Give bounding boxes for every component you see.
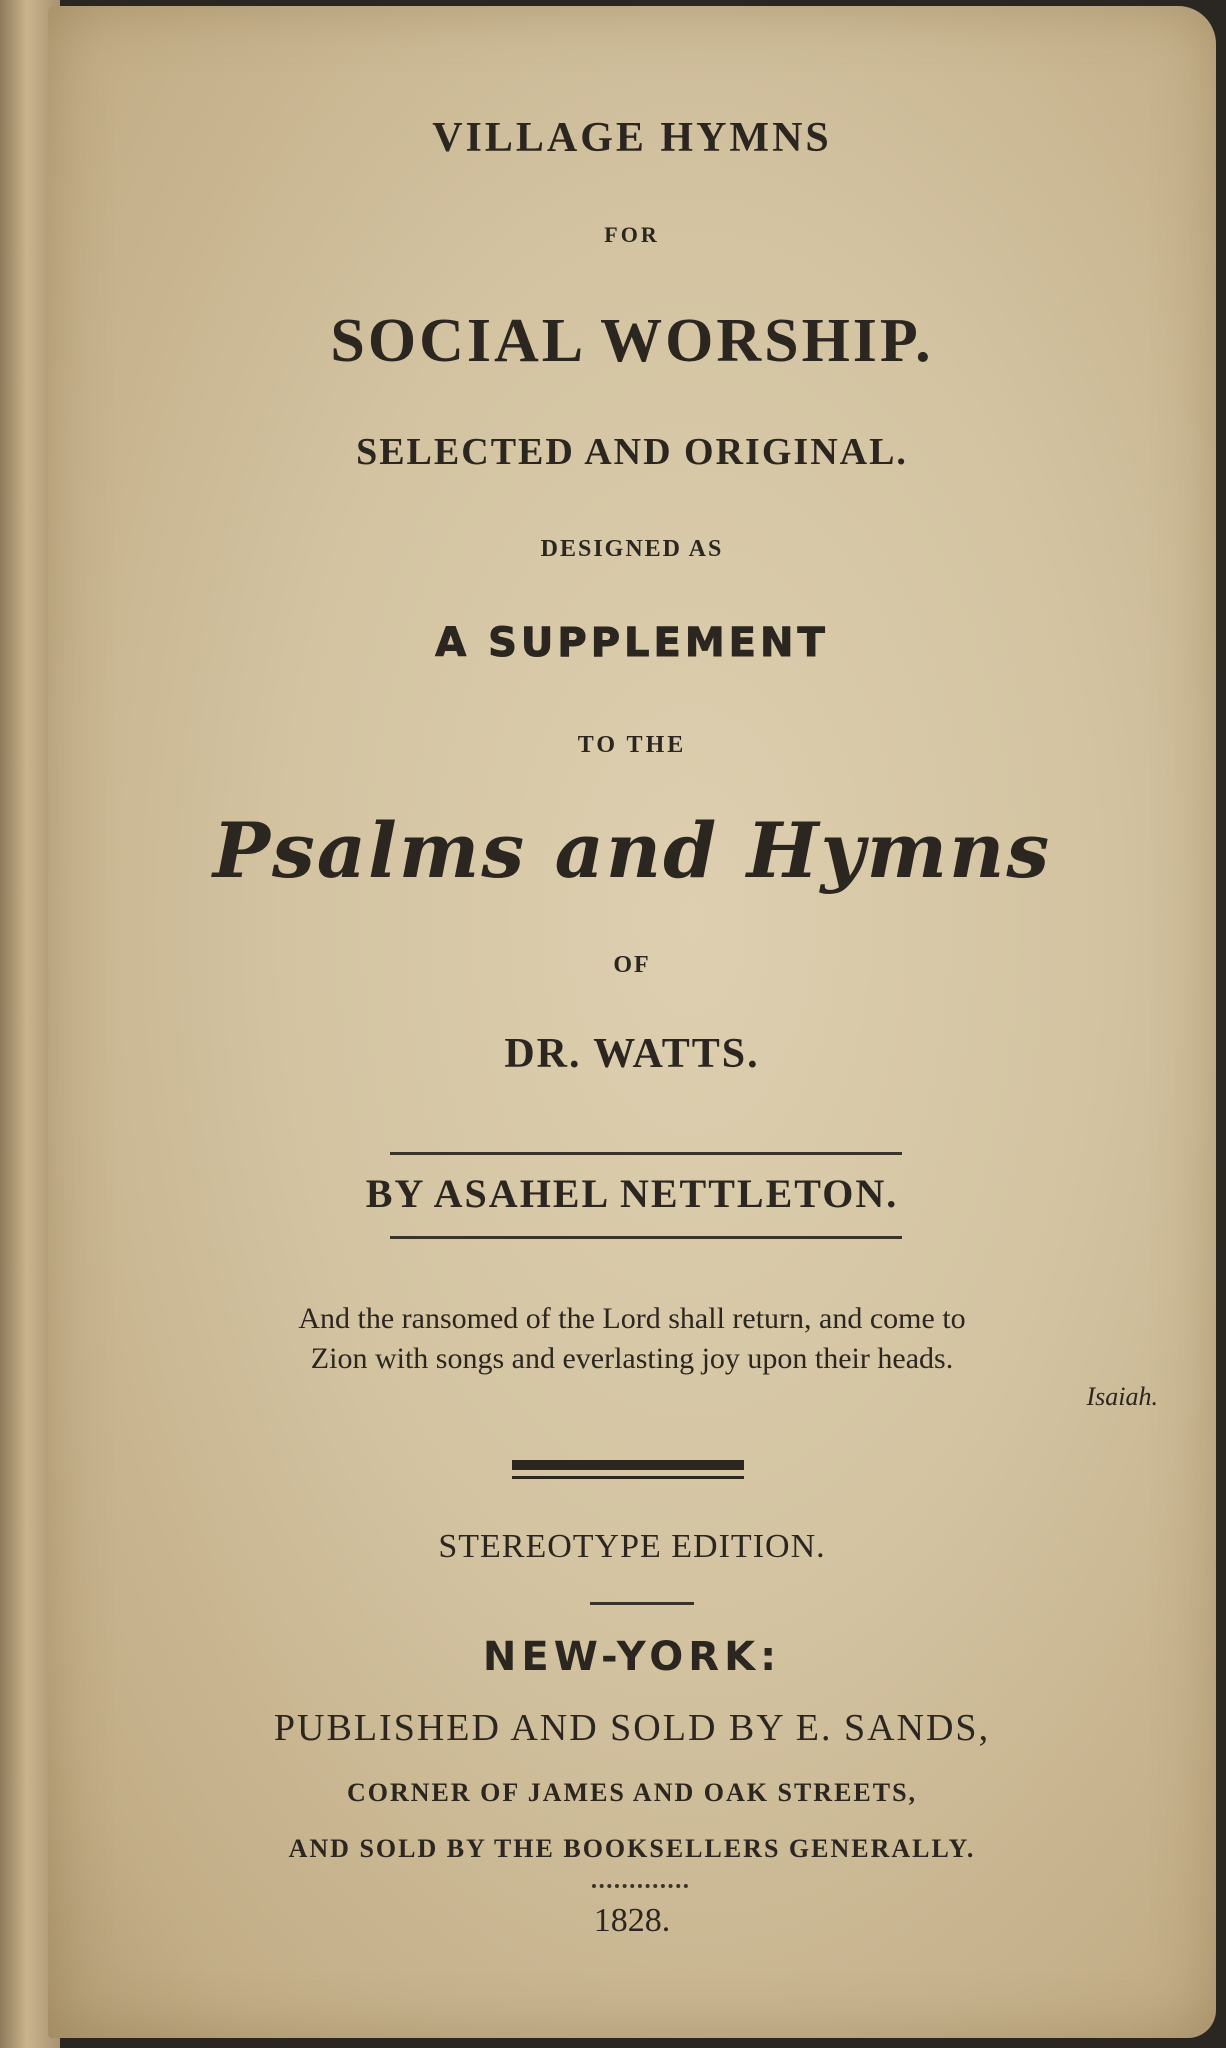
title-line-psalms-and-hymns: Psalms and Hymns [212,806,1052,895]
title-line-social-worship: SOCIAL WORSHIP. [330,307,934,375]
epigraph-source: Isaiah. [1086,1382,1158,1411]
short-rule-above-city [590,1602,694,1605]
title-line-designed-as: DESIGNED AS [540,536,724,562]
epigraph-line-2: Zion with songs and everlasting joy upon their heads. [310,1342,954,1375]
title-line-to-the: TO THE [577,732,687,758]
double-rule-ornament-thin [512,1476,744,1479]
city-line: NEW-YORK: [482,1634,782,1680]
epigraph-line-1: And the ransomed of the Lord shall return, and come to [298,1302,966,1335]
year-line: 1828. [593,1902,671,1939]
edition-line: STEREOTYPE EDITION. [438,1528,826,1565]
title-line-selected-original: SELECTED AND ORIGINAL. [356,431,908,473]
dotted-ornament [592,1884,688,1888]
rule-below-author [390,1236,902,1239]
address-line: CORNER OF JAMES AND OAK STREETS, [346,1778,918,1807]
title-line-village-hymns: VILLAGE HYMNS [432,115,832,161]
title-line-of: OF [613,952,651,978]
title-page [48,6,1216,2038]
author-line: BY ASAHEL NETTLETON. [365,1171,899,1216]
title-line-for: FOR [604,222,660,247]
title-line-a-supplement: A SUPPLEMENT [435,620,829,666]
rule-above-author [390,1152,902,1155]
double-rule-ornament [512,1460,744,1470]
title-line-dr-watts: DR. WATTS. [504,1031,760,1077]
sellers-line: AND SOLD BY THE BOOKSELLERS GENERALLY. [288,1834,976,1863]
publisher-line: PUBLISHED AND SOLD BY E. SANDS, [273,1707,991,1749]
